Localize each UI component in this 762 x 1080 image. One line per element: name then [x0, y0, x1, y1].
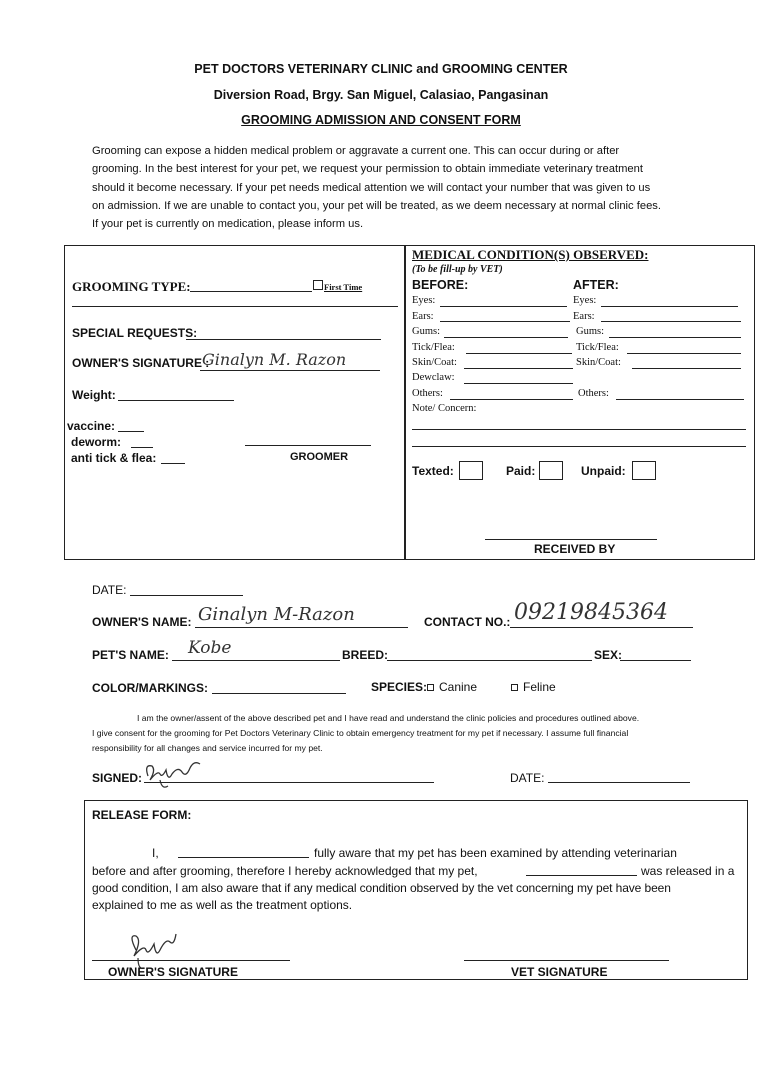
pet-name-field[interactable] [172, 660, 340, 661]
after-skin-coat-label: Skin/Coat: [576, 357, 621, 368]
grooming-type-field[interactable] [190, 291, 312, 292]
before-eyes-field[interactable] [440, 306, 567, 307]
signed-field[interactable] [144, 782, 434, 783]
vet-subtitle: (To be fill-up by VET) [412, 264, 503, 275]
after-others-label: Others: [578, 388, 609, 399]
consent-date-field[interactable] [548, 782, 690, 783]
clinic-name: PET DOCTORS VETERINARY CLINIC and GROOMING CENTER [194, 62, 568, 76]
before-eyes-label: Eyes: [412, 295, 436, 306]
pet-name-handwriting: Kobe [188, 638, 232, 658]
color-markings-field[interactable] [212, 693, 346, 694]
after-tick-flea-field[interactable] [627, 353, 741, 354]
after-eyes-field[interactable] [601, 306, 738, 307]
feline-checkbox[interactable] [511, 684, 518, 691]
before-tick-flea-label: Tick/Flea: [412, 342, 455, 353]
after-skin-coat-field[interactable] [632, 368, 741, 369]
weight-field[interactable] [118, 400, 234, 401]
vaccine-label: vaccine: [67, 419, 116, 433]
vaccine-field[interactable] [118, 431, 144, 432]
contact-handwriting: 09219845364 [514, 600, 668, 625]
owner-signature-field[interactable] [200, 370, 380, 371]
owner-name-handwriting: Ginalyn M-Razon [198, 604, 355, 625]
before-ears-label: Ears: [412, 311, 434, 322]
before-gums-field[interactable] [444, 337, 568, 338]
sex-field[interactable] [620, 660, 691, 661]
before-ears-field[interactable] [440, 321, 570, 322]
first-time-checkbox[interactable] [313, 280, 323, 290]
pet-name-label: PET'S NAME: [92, 648, 169, 662]
sex-label: SEX: [594, 648, 623, 662]
release-vet-signature-line[interactable] [464, 960, 669, 961]
signed-label: SIGNED: [92, 771, 143, 785]
color-markings-label: COLOR/MARKINGS: [92, 681, 208, 695]
after-tick-flea-label: Tick/Flea: [576, 342, 619, 353]
groomer-label: GROOMER [290, 451, 349, 463]
note-concern-label: Note/ Concern: [412, 403, 477, 414]
deworm-field[interactable] [131, 447, 153, 448]
date-label: DATE: [92, 583, 127, 597]
before-others-label: Others: [412, 388, 443, 399]
box-divider [404, 245, 406, 560]
release-line-3: good condition, I am also aware that if any medical condition observed by the vet concerning my pet have been [92, 881, 671, 895]
note-line-1[interactable] [412, 429, 746, 430]
after-label: AFTER: [573, 278, 619, 292]
intro-paragraph [92, 142, 698, 233]
canine-label: Canine [439, 680, 478, 694]
breed-field[interactable] [387, 660, 592, 661]
after-gums-field[interactable] [609, 337, 741, 338]
owner-signature-label: OWNER'S SIGNATURE : [72, 356, 210, 370]
before-gums-label: Gums: [412, 326, 441, 337]
note-line-2[interactable] [412, 446, 746, 447]
first-time-label: First Time [324, 282, 363, 292]
release-owner-signature-line[interactable] [92, 960, 290, 961]
release-owner-signature-label: OWNER'S SIGNATURE [108, 965, 238, 979]
medical-condition-title: MEDICAL CONDITION(S) OBSERVED: [412, 247, 649, 262]
grooming-type-label: GROOMING TYPE: [72, 279, 191, 294]
unpaid-checkbox[interactable] [632, 461, 656, 480]
owner-name-label: OWNER'S NAME: [92, 615, 192, 629]
release-line-1-prefix: I, [152, 846, 159, 860]
texted-checkbox[interactable] [459, 461, 483, 480]
consent-line-3: responsibility for all changes and service incurred for my pet. [92, 743, 323, 753]
breed-label: BREED: [342, 648, 389, 662]
feline-label: Feline [523, 680, 556, 694]
owner-signature-handwriting: Ginalyn M. Razon [202, 350, 347, 369]
intro-line: Grooming can expose a hidden medical problem or aggravate a current one. This can occur during or after [92, 145, 620, 157]
release-line-4: explained to me as well as the treatment options. [92, 898, 353, 912]
release-owner-name-field[interactable] [178, 857, 309, 858]
before-dewclaw-label: Dewclaw: [412, 372, 455, 383]
form-title: GROOMING ADMISSION AND CONSENT FORM [241, 113, 521, 127]
consent-date-label: DATE: [510, 771, 545, 785]
anti-tick-label: anti tick & flea: [71, 451, 157, 465]
after-ears-label: Ears: [573, 311, 595, 322]
special-requests-field[interactable] [186, 339, 381, 340]
grooming-type-line-2[interactable] [72, 306, 398, 307]
after-ears-field[interactable] [601, 321, 741, 322]
deworm-label: deworm: [71, 435, 122, 449]
paid-label: Paid: [506, 464, 536, 478]
before-skin-coat-label: Skin/Coat: [412, 357, 457, 368]
weight-label: Weight: [72, 388, 116, 402]
after-eyes-label: Eyes: [573, 295, 597, 306]
intro-line: If your pet is currently on medication, please inform us. [92, 218, 364, 231]
species-label: SPECIES: [371, 680, 428, 694]
owner-name-field[interactable] [195, 627, 408, 628]
intro-line: on admission. If we are unable to contact you, your pet will be treated, as we deem necessary at normal clinic fees. [92, 199, 661, 212]
received-by-line[interactable] [485, 539, 657, 540]
release-line-2-prefix: before and after grooming, therefore I hereby acknowledged that my pet, [92, 864, 478, 878]
clinic-address: Diversion Road, Brgy. San Miguel, Calasiao, Pangasinan [213, 88, 549, 102]
release-line-2-suffix: was released in a [641, 864, 735, 878]
before-dewclaw-field[interactable] [464, 383, 573, 384]
before-tick-flea-field[interactable] [466, 353, 572, 354]
unpaid-label: Unpaid: [581, 464, 626, 478]
paid-checkbox[interactable] [539, 461, 563, 480]
anti-tick-field[interactable] [161, 463, 185, 464]
release-form-title: RELEASE FORM: [92, 808, 192, 822]
contact-field[interactable] [510, 627, 693, 628]
release-pet-name-field[interactable] [526, 875, 637, 876]
signed-signature-mark [142, 756, 208, 792]
date-field[interactable] [130, 595, 243, 596]
after-gums-label: Gums: [576, 326, 605, 337]
before-others-field[interactable] [450, 399, 573, 400]
consent-line-2: I give consent for the grooming for Pet Doctors Veterinary Clinic to obtain emergency treatment for my pet if necessary. I assume full financial [92, 728, 629, 738]
special-requests-label: SPECIAL REQUESTS: [72, 326, 198, 340]
groomer-signature-line[interactable] [245, 445, 371, 446]
texted-label: Texted: [412, 464, 454, 478]
received-by-label: RECEIVED BY [534, 542, 616, 556]
contact-label: CONTACT NO.: [424, 615, 511, 629]
consent-line-1: I am the owner/assent of the above described pet and I have read and understand the clinic policies and procedures outlined above. [137, 713, 640, 723]
canine-checkbox[interactable] [427, 684, 434, 691]
after-others-field[interactable] [616, 399, 744, 400]
release-vet-signature-label: VET SIGNATURE [511, 965, 608, 979]
release-line-1-suffix: fully aware that my pet has been examined by attending veterinarian [314, 846, 677, 860]
intro-line: grooming. In the best interest for your pet, we request your permission to obtain immediate veterinary treatment [92, 163, 643, 176]
before-label: BEFORE: [412, 278, 469, 292]
before-skin-coat-field[interactable] [464, 368, 573, 369]
intro-line: should it become necessary. If your pet needs medical attention we will contact your number that was given to us [92, 181, 651, 194]
